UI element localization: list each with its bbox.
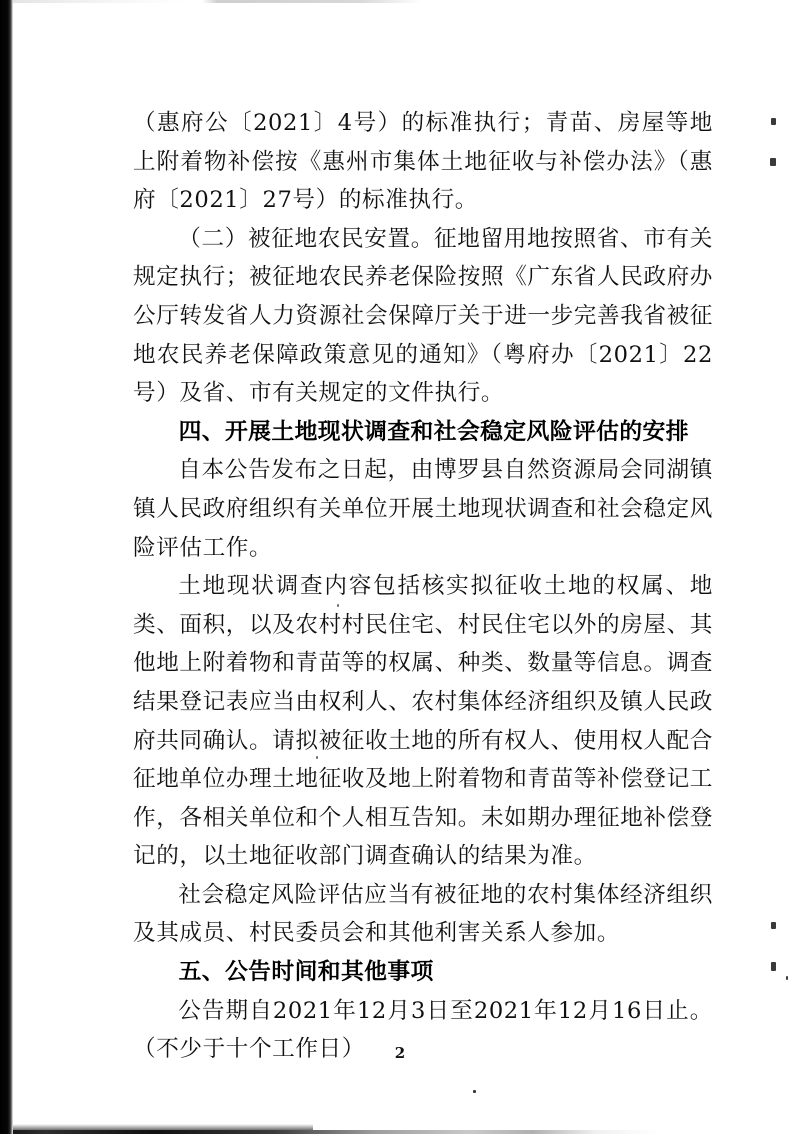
scan-speck	[786, 976, 788, 980]
paragraph-compensation-standard: （惠府公〔2021〕4号）的标准执行；青苗、房屋等地上附着物补偿按《惠州市集体土地征收与补偿办法》（惠府〔2021〕27号）的标准执行。	[133, 110, 713, 214]
scan-edge-top	[13, 0, 800, 3]
paragraph-survey-contents: 土地现状调查内容包括核实拟征收土地的权属、地类、面积，以及农村村民住宅、村民住宅以外的房屋、其他地上附着物和青苗等的权属、种类、数量等信息。调查结果登记表应当由权利人、农村集体经济组织及镇人民政府共同确认。请拟被征收土地的所有权人、使用权人配合征地单位办理土地征收及地上附着物和青苗等补偿登记工作，各相关单位和个人相互告知。未如期办理征地补偿登记的，以土地征收部门调查确认的结果为准。	[133, 573, 713, 870]
scan-speck	[770, 158, 776, 166]
scan-speck	[771, 922, 776, 929]
scan-speck	[771, 962, 776, 971]
paragraph-risk-assessment-participants: 社会稳定风险评估应当有被征地的农村集体经济组织及其成员、村民委员会和其他利害关系人参加。	[133, 881, 713, 947]
section-heading-five: 五、公告时间和其他事项	[178, 959, 434, 986]
paragraph-farmer-resettlement: （二）被征地农民安置。征地留用地按照省、市有关规定执行；被征地农民养老保险按照《广东省人民政府办公厅转发省人力资源社会保障厅关于进一步完善我省被征地农民养老保障政策意见的通知》（粤府办〔2021〕22号）及省、市有关规定的文件执行。	[133, 225, 713, 407]
paragraph-announcement-period: 公告期自2021年12月3日至2021年12月16日止。（不少于十个工作日）	[133, 997, 713, 1063]
document-text-body	[133, 104, 713, 1069]
scan-speck	[473, 1090, 476, 1093]
scan-speck	[771, 118, 776, 125]
page-number: 2	[394, 1044, 406, 1062]
scan-edge-bottom-shadow	[13, 1124, 313, 1130]
scan-shadow-left-edge	[0, 0, 13, 1134]
paragraph-survey-organization: 自本公告发布之日起，由博罗县自然资源局会同湖镇镇人民政府组织有关单位开展土地现状调查和社会稳定风险评估工作。	[133, 457, 713, 561]
section-heading-four: 四、开展土地现状调查和社会稳定风险评估的安排	[178, 418, 689, 445]
scan-edge-bottom	[13, 1130, 800, 1134]
